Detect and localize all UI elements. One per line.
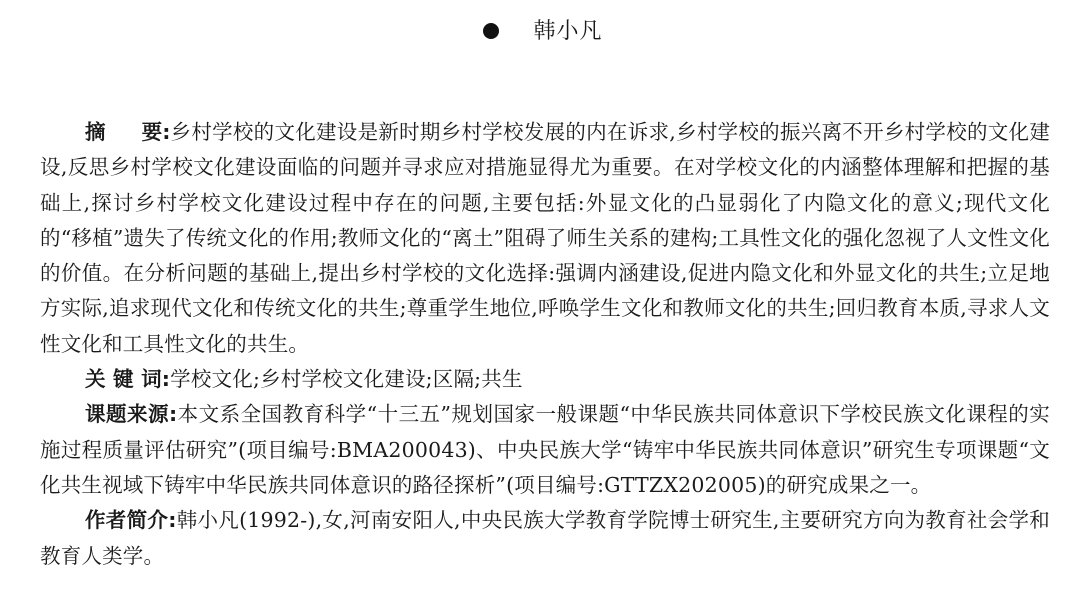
- abstract-text: 乡村学校的文化建设是新时期乡村学校发展的内在诉求,乡村学校的振兴离不开乡村学校的文化建设,反思乡村学校文化建设面临的问题并寻求应对措施显得尤为重要。在对学校文化的内涵整体理解和把握的基础上,探讨乡村学校文化建设过程中存在的问题,主要包括:外显文化的凸显弱化了内隐文化的意义;现代文化的“移植”遗失了传统文化的作用;教师文化的“离土”阻碍了师生关系的建构;工具性文化的强化忽视了人文性文化的价值。在分析问题的基础上,提出乡村学校的文化选择:强调内涵建设,促进内隐文化和外显文化的共生;立足地方实际,追求现代文化和传统文化的共生;尊重学生地位,呼唤学生文化和教师文化的共生;回归教育本质,寻求人文性文化和工具性文化的共生。: [40, 120, 1051, 356]
- project-paragraph: [40, 397, 1050, 503]
- keywords-label: 关 键 词:: [85, 367, 171, 392]
- keywords-paragraph: [40, 362, 1050, 397]
- project-label: 课题来源:: [85, 402, 178, 427]
- abstract-paragraph: [40, 115, 1050, 362]
- keywords-text: 学校文化;乡村学校文化建设;区隔;共生: [170, 367, 523, 392]
- author-line: [0, 14, 1086, 50]
- abstract-label: 摘 要:: [85, 120, 171, 144]
- bullet-icon: [483, 23, 499, 39]
- abstract-block: [40, 115, 1050, 574]
- bio-text: 韩小凡(1992-),女,河南安阳人,中央民族大学教育学院博士研究生,主要研究方向为教育社会学和教育人类学。: [40, 508, 1050, 568]
- project-text: 本文系全国教育科学“十三五”规划国家一般课题“中华民族共同体意识下学校民族文化课程的实施过程质量评估研究”(项目编号:BMA200043)、中央民族大学“铸牢中华民族共同体意识”研究生专项课题“文化共生视域下铸牢中华民族共同体意识的路径探析”(项目编号:GTTZX202005)的研究成果之一。: [40, 402, 1050, 497]
- author-name: 韩小凡: [533, 19, 603, 44]
- bio-label: 作者简介:: [85, 508, 177, 533]
- bio-paragraph: [40, 503, 1050, 574]
